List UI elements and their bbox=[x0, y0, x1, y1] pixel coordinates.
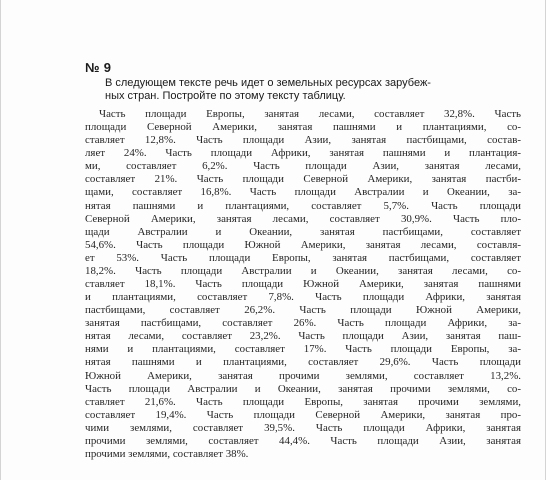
body-text bbox=[85, 108, 521, 461]
text-line: 18,2%. Часть площади Австралии и Океании, занятая лесами, со- bbox=[85, 264, 521, 277]
text-line: Часть площади Европы, занятая лесами, составляет 32,8%. Часть bbox=[99, 108, 521, 120]
text-line: ставляет 21,6%. Часть площади Европы, занятая прочими землями, bbox=[85, 395, 521, 408]
text-line: ставляет 12,8%. Часть площади Азии, занятая пастбищами, состав- bbox=[85, 134, 521, 147]
text-line: занятая пастбищами, составляет 26%. Часть площади Африки, за- bbox=[85, 317, 521, 330]
text-line: составляет 19,4%. Часть площади Северной Америки, занятая про- bbox=[85, 408, 521, 421]
exercise-number: № 9 bbox=[85, 60, 112, 75]
text-line: пастбищами, составляет 26,2%. Часть площади Южной Америки, bbox=[85, 304, 521, 317]
exercise-block bbox=[85, 60, 521, 461]
heading-line: ных стран. Постройте по этому тексту таблицу. bbox=[105, 90, 346, 102]
text-line: чими землями, составляет 39,5%. Часть площади Африки, занятая bbox=[85, 421, 521, 434]
text-line: Северной Америки, занятая лесами, составляет 30,9%. Часть пло- bbox=[85, 212, 521, 225]
task-heading bbox=[85, 77, 521, 103]
text-line: нями и плантациями, составляет 17%. Часть площади Европы, за- bbox=[85, 343, 521, 356]
text-line: составляет 21%. Часть площади Северной Америки, занятая пастби- bbox=[85, 173, 521, 186]
text-line: прочими землями, составляет 38%. bbox=[85, 448, 249, 461]
text-line: и плантациями, составляет 7,8%. Часть площади Африки, занятая bbox=[85, 291, 521, 304]
text-line: ет 53%. Часть площади Европы, занятая пастбищами, составляет bbox=[85, 251, 521, 264]
text-line: нятая пашнями и плантациями, составляет 5,7%. Часть площади bbox=[85, 199, 521, 212]
text-line: нятая лесами, составляет 23,2%. Часть площади Азии, занятая паш- bbox=[85, 330, 521, 343]
text-line: щами, составляет 16,8%. Часть площади Австралии и Океании, за- bbox=[85, 186, 521, 199]
text-line: Часть площади Австралии и Океании, занятая прочими землями, со- bbox=[85, 382, 521, 395]
heading-line: В следующем тексте речь идет о земельных ресурсах зарубеж- bbox=[105, 77, 431, 89]
text-line: нятая пашнями и плантациями, составляет 29,6%. Часть площади bbox=[85, 356, 521, 369]
text-line: прочими землями, составляет 44,4%. Часть площади Азии, занятая bbox=[85, 434, 521, 447]
text-line: ляет 24%. Часть площади Африки, занятая пашнями и плантация- bbox=[85, 147, 521, 160]
text-line: ми, составляет 6,2%. Часть площади Азии, занятая лесами, bbox=[85, 160, 521, 173]
text-line: площади Северной Америки, занятая пашнями и плантациями, со- bbox=[85, 121, 521, 134]
text-line: 54,6%. Часть площади Южной Америки, занятая лесами, составля- bbox=[85, 238, 521, 251]
text-line: Южной Америки, занятая прочими землями, составляет 13,2%. bbox=[85, 369, 521, 382]
text-line: щади Австралии и Океании, занятая пастбищами, составляет bbox=[85, 225, 521, 238]
text-line: ставляет 18,1%. Часть площади Южной Америки, занятая пашнями bbox=[85, 278, 521, 291]
